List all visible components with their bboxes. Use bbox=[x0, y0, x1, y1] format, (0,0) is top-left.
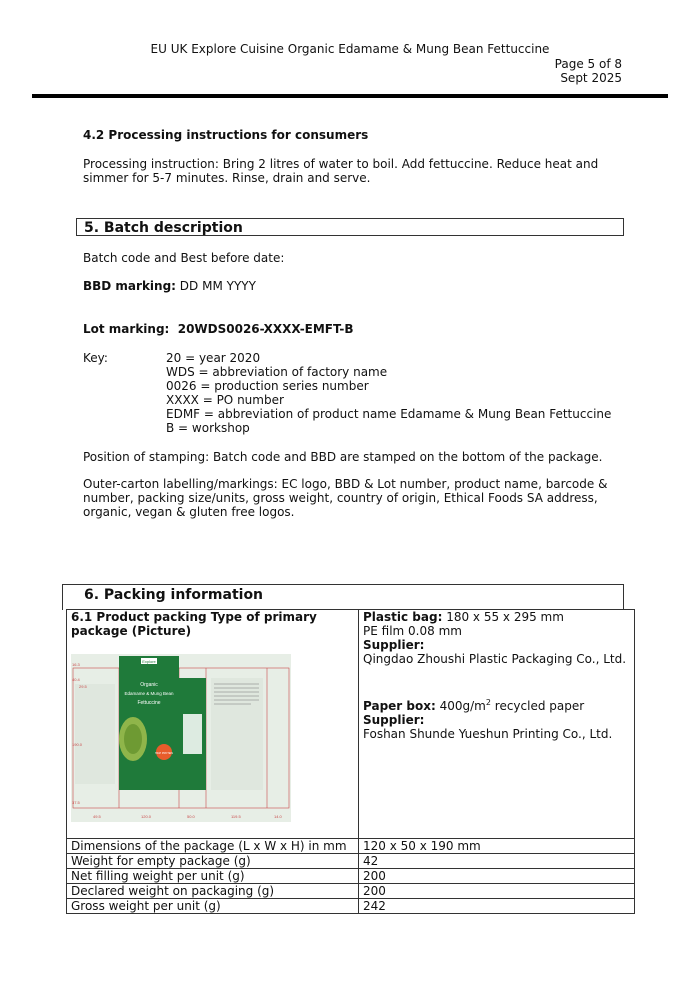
row-label: Dimensions of the package (L x W x H) in mm bbox=[67, 839, 359, 854]
key-list bbox=[166, 351, 611, 435]
bbd-marking bbox=[83, 279, 256, 293]
product-text: Fettuccine bbox=[137, 700, 161, 706]
dim-left: 37.5 bbox=[72, 800, 80, 805]
name-text: Edamame & Mung Bean bbox=[124, 691, 174, 696]
row-label: Weight for empty package (g) bbox=[67, 854, 359, 869]
pasta-photo-inner bbox=[124, 724, 142, 754]
document-title: EU UK Explore Cuisine Organic Edamame & Mung Bean Fettuccine bbox=[150, 42, 550, 56]
key-item: B = workshop bbox=[166, 421, 250, 435]
lot-label: Lot marking: bbox=[83, 322, 170, 336]
line-text: Organic bbox=[140, 682, 158, 688]
plastic-bag-size: 180 x 55 x 295 mm bbox=[442, 610, 564, 624]
dim-left: 16.3 bbox=[72, 662, 80, 667]
batch-intro: Batch code and Best before date: bbox=[83, 251, 285, 265]
paper-box-grammage: 400g/m bbox=[435, 699, 486, 713]
key-item: 0026 = production series number bbox=[166, 379, 369, 393]
row-value: 120 x 50 x 190 mm bbox=[359, 839, 635, 854]
left-panel bbox=[75, 684, 115, 784]
row-label: Net filling weight per unit (g) bbox=[67, 869, 359, 884]
table-row bbox=[67, 899, 635, 914]
row-label: Declared weight on packaging (g) bbox=[67, 884, 359, 899]
dim-bottom: 14.0 bbox=[274, 814, 282, 819]
dim-left: 190.0 bbox=[72, 742, 83, 747]
row-value: 200 bbox=[359, 869, 635, 884]
plastic-bag-label: Plastic bag: bbox=[363, 610, 443, 624]
box-supplier: Foshan Shunde Yueshun Printing Co., Ltd. bbox=[363, 727, 613, 741]
protein-text: HIGH PROTEIN bbox=[154, 752, 174, 755]
brand-text: Explore bbox=[142, 659, 156, 664]
supplier-label: Supplier: bbox=[363, 638, 425, 652]
paper-box-superscript: 2 bbox=[485, 698, 491, 707]
dim-bottom: 49.5 bbox=[93, 814, 101, 819]
lot-value: 20WDS0026-XXXX-EMFT-B bbox=[177, 322, 354, 336]
bbd-label: BBD marking: bbox=[83, 279, 176, 293]
key-label: Key: bbox=[83, 351, 108, 365]
section-4-2-heading: 4.2 Processing instructions for consumers bbox=[83, 128, 369, 142]
bbd-value: DD MM YYYY bbox=[175, 279, 256, 293]
back-panel bbox=[211, 678, 263, 790]
primary-package-heading: 6.1 Product packing Type of primary package (Picture) bbox=[71, 610, 317, 638]
supplier-label: Supplier: bbox=[363, 713, 425, 727]
row-value: 242 bbox=[359, 899, 635, 914]
section-6-heading: 6. Packing information bbox=[62, 584, 624, 610]
key-item: EDMF = abbreviation of product name Edamame & Mung Bean Fettuccine bbox=[166, 407, 612, 421]
paper-box-material: recycled paper bbox=[490, 699, 585, 713]
table-row bbox=[67, 884, 635, 899]
package-dieline-image bbox=[71, 654, 291, 822]
document-date: Sept 2025 bbox=[560, 71, 622, 85]
dim-bottom: 50.0 bbox=[187, 814, 195, 819]
key-item: WDS = abbreviation of factory name bbox=[166, 365, 388, 379]
table-row bbox=[67, 839, 635, 854]
row-value: 200 bbox=[359, 884, 635, 899]
row-label: Gross weight per unit (g) bbox=[67, 899, 359, 914]
plastic-film: PE film 0.08 mm bbox=[363, 624, 462, 638]
outer-carton-markings: Outer-carton labelling/markings: EC logo, BBD & Lot number, product name, barcode & number, packing size/units, gross weight, country of origin, Ethical Foods SA address, organic, vegan & gluten free logos. bbox=[83, 477, 608, 519]
lot-marking bbox=[83, 322, 354, 336]
table-row bbox=[67, 869, 635, 884]
header-rule bbox=[32, 94, 668, 98]
package-materials-cell bbox=[359, 610, 635, 839]
side-claims bbox=[183, 714, 202, 754]
stamping-position: Position of stamping: Batch code and BBD are stamped on the bottom of the package. bbox=[83, 450, 603, 464]
page-info bbox=[555, 57, 622, 85]
dim-bottom: 119.5 bbox=[231, 814, 241, 819]
paper-box-label: Paper box: bbox=[363, 699, 436, 713]
processing-instruction: Processing instruction: Bring 2 litres of water to boil. Add fettuccine. Reduce heat and simmer for 5-7 minutes. Rinse, drain and serve. bbox=[83, 157, 599, 185]
dim-left: 40.4 bbox=[72, 677, 80, 682]
page-number: Page 5 of 8 bbox=[554, 57, 622, 71]
key-item: 20 = year 2020 bbox=[166, 351, 261, 365]
dim-left: 29.5 bbox=[79, 684, 87, 689]
dim-bottom: 120.0 bbox=[141, 814, 152, 819]
key-item: XXXX = PO number bbox=[166, 393, 284, 407]
table-row bbox=[67, 854, 635, 869]
plastic-supplier: Qingdao Zhoushi Plastic Packaging Co., Ltd. bbox=[363, 652, 627, 666]
section-5-heading: 5. Batch description bbox=[76, 218, 624, 236]
row-value: 42 bbox=[359, 854, 635, 869]
